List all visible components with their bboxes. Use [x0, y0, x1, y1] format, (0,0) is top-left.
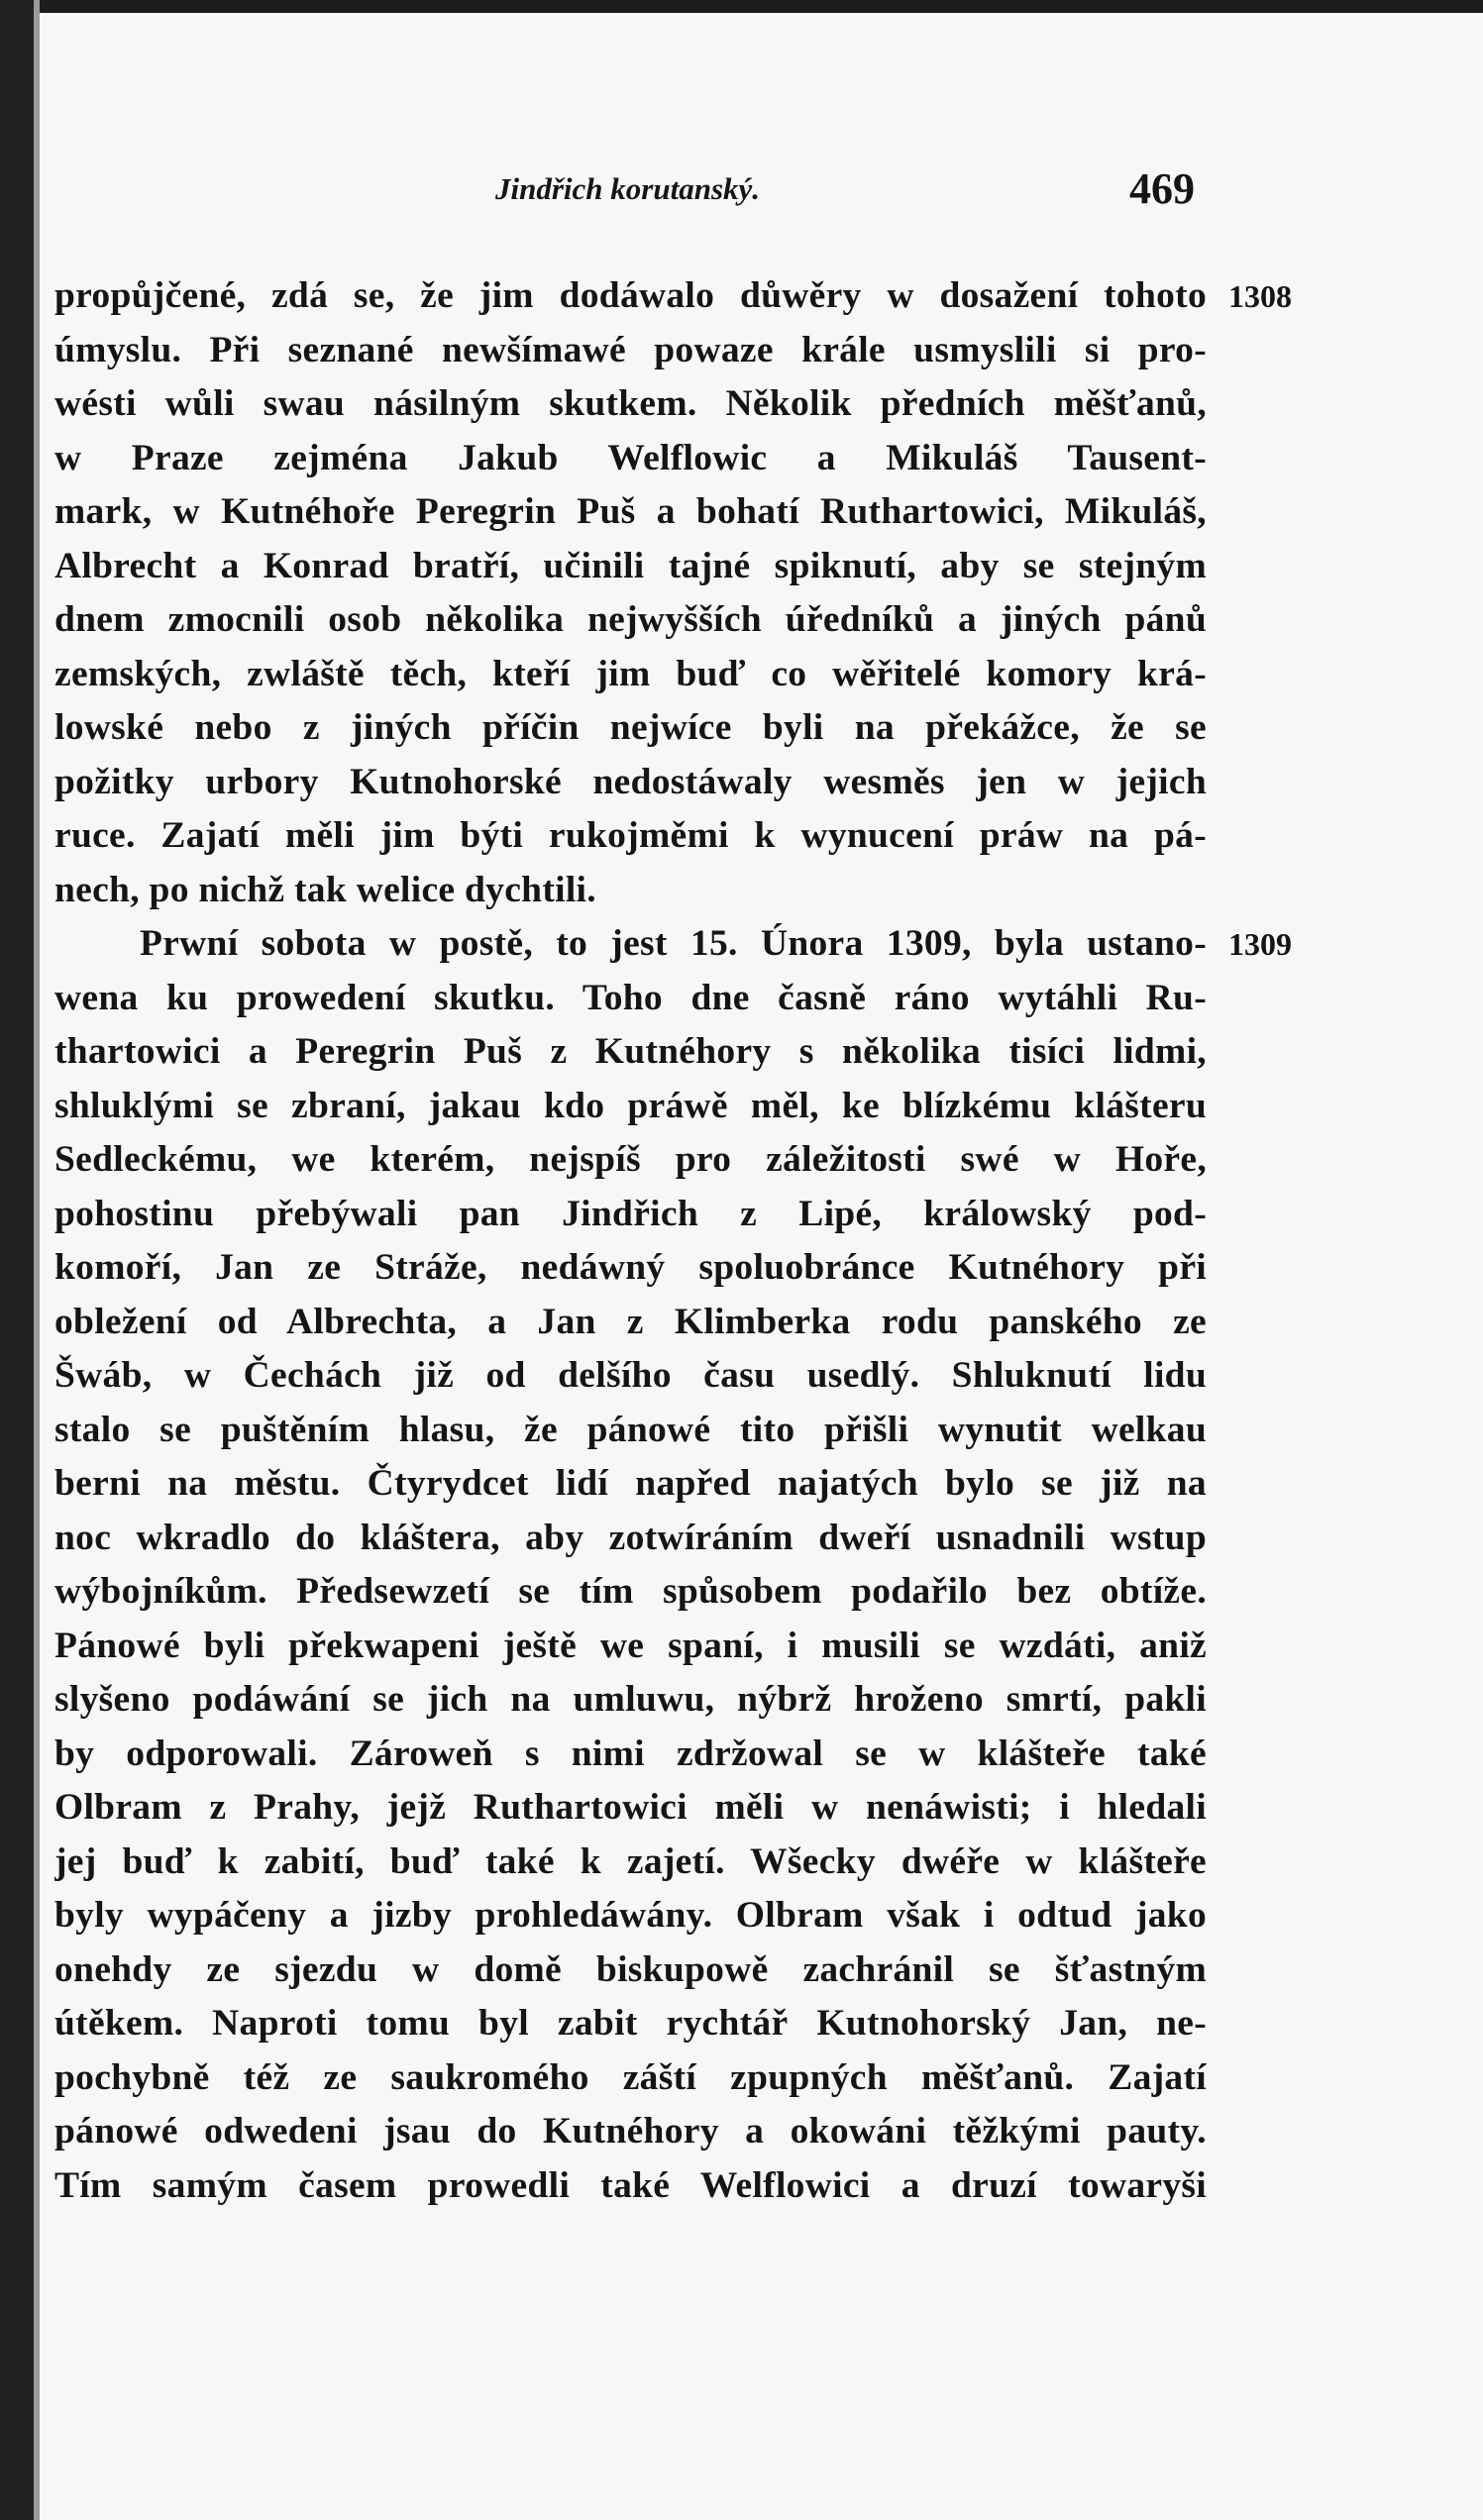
text-line: propůjčené, zdá se, že jim dodáwalo důwěry w dosažení tohoto	[54, 275, 1207, 316]
margin-year: 1308	[1228, 278, 1292, 314]
page-number: 469	[1129, 164, 1195, 213]
text-line: wena ku prowedení skutku. Toho dne časně ráno wytáhli Ru-	[54, 977, 1207, 1018]
text-line: Tím samým časem prowedli také Welflowici a druzí towaryši	[54, 2164, 1207, 2206]
text-line: požitky urbory Kutnohorské nedostáwaly wesměs jen w jejich	[54, 761, 1207, 802]
text-line: Šwáb, w Čechách již od delšího času usedlý. Shluknutí lidu	[54, 1355, 1207, 1396]
text-line: pánowé odwedeni jsau do Kutnéhory a okowáni těžkými pauty.	[54, 2111, 1207, 2152]
body-text	[54, 269, 1207, 2213]
text-line: ruce. Zajatí měli jim býti rukojměmi k wynucení práw na pá-	[54, 815, 1207, 856]
text-line: Olbram z Prahy, jejž Ruthartowici měli w nenáwisti; i hledali	[54, 1787, 1207, 1828]
page-header	[0, 163, 1483, 223]
text-line: pochybně též ze saukromého záští zpupných měšťanů. Zajatí	[54, 2056, 1207, 2098]
text-line: onehdy ze sjezdu w domě biskupowě zachránil se šťastným	[54, 1948, 1207, 1990]
text-line: nech, po nichž tak welice dychtili.	[54, 869, 596, 910]
text-line: jej buď k zabití, buď také k zajetí. Wšecky dwéře w klášteře	[54, 1840, 1207, 1882]
text-line: zemských, zwláště těch, kteří jim buď co wěřitelé komory krá-	[54, 653, 1207, 694]
text-line: lowské nebo z jiných příčin nejwíce byli na překážce, že se	[54, 707, 1207, 748]
text-line: dnem zmocnili osob několika nejwyšších úředníků a jiných pánů	[54, 599, 1207, 640]
text-line: stalo se puštěním hlasu, že pánowé tito přišli wynutit welkau	[54, 1409, 1207, 1450]
text-line: wésti wůli swau násilným skutkem. Několik předních měšťanů,	[54, 383, 1207, 424]
margin-year: 1309	[1228, 926, 1292, 962]
text-line: úmyslu. Při seznané newšímawé powaze krále usmyslili si pro-	[54, 329, 1207, 370]
text-line: Pánowé byli překwapeni ještě we spaní, i musili se wzdáti, aniž	[54, 1625, 1207, 1666]
running-title: Jindřich korutanský.	[495, 171, 761, 206]
text-line: noc wkradlo do kláštera, aby zotwíráním dweří usnadnili wstup	[54, 1517, 1207, 1558]
text-line: w Praze zejména Jakub Welflowic a Mikuláš Tausent-	[54, 437, 1207, 478]
text-line: thartowici a Peregrin Puš z Kutnéhory s několika tisíci lidmi,	[54, 1031, 1207, 1072]
text-line: obležení od Albrechta, a Jan z Klimberka rodu panského ze	[54, 1301, 1207, 1342]
text-line: wýbojníkům. Předsewzetí se tím spůsobem podařilo bez obtíže.	[54, 1571, 1207, 1612]
text-line: Prwní sobota w postě, to jest 15. Února 1309, byla ustano-	[140, 923, 1207, 964]
text-line: komoří, Jan ze Stráže, nedáwný spoluobránce Kutnéhory při	[54, 1247, 1207, 1288]
scan-edge-left	[0, 0, 34, 2520]
text-line: útěkem. Naproti tomu byl zabit rychtář Kutnohorský Jan, ne-	[54, 2003, 1207, 2044]
text-line: Sedleckému, we kterém, nejspíš pro záležitosti swé w Hoře,	[54, 1139, 1207, 1180]
text-line: by odporowali. Zároweň s nimi zdržowal se w klášteře také	[54, 1732, 1207, 1774]
text-line: slyšeno podáwání se jich na umluwu, nýbrž hroženo smrtí, pakli	[54, 1679, 1207, 1720]
text-line: byly wypáčeny a jizby prohledáwány. Olbram však i odtud jako	[54, 1895, 1207, 1936]
scan-edge-top	[0, 0, 1483, 13]
text-line: shluklými se zbraní, jakau kdo práwě měl, ke blízkému klášteru	[54, 1085, 1207, 1126]
text-line: Albrecht a Konrad bratří, učinili tajné spiknutí, aby se stejným	[54, 545, 1207, 586]
text-line: berni na městu. Čtyrydcet lidí napřed najatých bylo se již na	[54, 1463, 1207, 1504]
text-line: pohostinu přebýwali pan Jindřich z Lipé, králowský pod-	[54, 1193, 1207, 1234]
text-line: mark, w Kutnéhoře Peregrin Puš a bohatí Ruthartowici, Mikuláš,	[54, 491, 1207, 532]
